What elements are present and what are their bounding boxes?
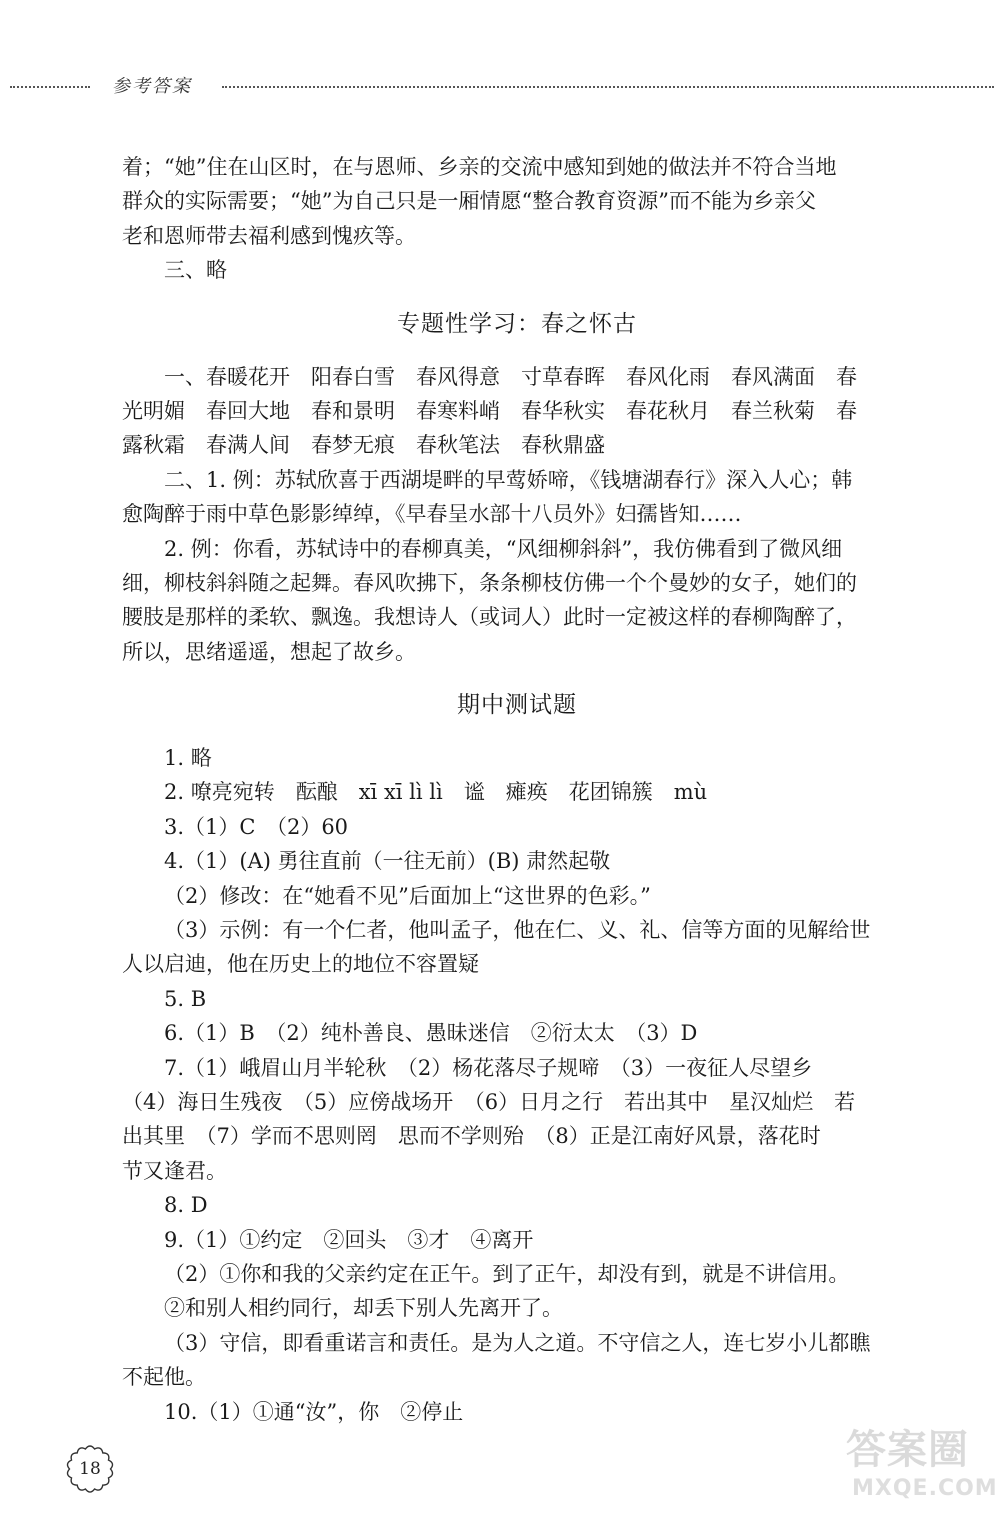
text-line: 露秋霜 春满人间 春梦无痕 春秋笔法 春秋鼎盛 [122, 433, 605, 458]
text-line: 不起他。 [122, 1365, 206, 1390]
text-line: 5. B [164, 986, 207, 1011]
text-line: （3）示例：有一个仁者，他叫孟子，他在仁、义、礼、信等方面的见解给世 [164, 918, 871, 943]
text-line: 三、略 [164, 258, 227, 283]
text-line: 光明媚 春回大地 春和景明 春寒料峭 春华秋实 春花秋月 春兰秋菊 春 [122, 398, 857, 423]
watermark-logo: 答案圈 [846, 1427, 969, 1473]
text-line: 人以启迪，他在历史上的地位不容置疑 [122, 952, 479, 977]
text-line: 1. 略 [164, 746, 212, 771]
text-line: 群众的实际需要；“她”为自己只是一厢情愿“整合教育资源”而不能为乡亲父 [122, 189, 816, 214]
text-line: 7.（1）峨眉山月半轮秋 （2）杨花落尽子规啼 （3）一夜征人尽望乡 [164, 1055, 813, 1080]
text-line: 着；“她”住在山区时，在与恩师、乡亲的交流中感知到她的做法并不符合当地 [122, 155, 837, 179]
text-line: 二、1. 例：苏轼欣喜于西湖堤畔的早莺娇啼，《钱塘湖春行》深入人心；韩 [164, 467, 853, 492]
text-line: 愈陶醉于雨中草色影影绰绰，《早春呈水部十八员外》妇孺皆知…… [122, 502, 742, 527]
text-line: 节又逢君。 [122, 1158, 227, 1183]
text-line: 一、春暖花开 阳春白雪 春风得意 寸草春晖 春风化雨 春风满面 春 [164, 364, 857, 389]
watermark [846, 1418, 996, 1514]
page-number-badge [64, 1443, 116, 1495]
section-heading: 期中测试题 [457, 692, 577, 719]
text-line: 2. 嘹亮宛转 酝酿 xī xī lì lì 谧 瘫痪 花团锦簇 mù [164, 780, 708, 805]
page-number: 18 [79, 1459, 101, 1479]
text-line: 8. D [164, 1193, 208, 1218]
text-line: 3.（1）C （2）60 [164, 814, 349, 839]
text-line: （3）守信，即看重诺言和责任。是为人之道。不守信之人，连七岁小儿都瞧 [164, 1330, 871, 1355]
page-header [0, 72, 1000, 102]
header-title: 参考答案 [112, 76, 192, 97]
text-line: 4.（1）(A) 勇往直前（一往无前）(B) 肃然起敬 [164, 849, 611, 874]
text-line: （2）①你和我的父亲约定在正午。到了正午，却没有到，就是不讲信用。 [164, 1261, 850, 1286]
text-line: ②和别人相约同行，却丢下别人先离开了。 [164, 1296, 563, 1321]
header-dotted-rule-left [10, 86, 90, 88]
text-line: 细，柳枝斜斜随之起舞。春风吹拂下，条条柳枝仿佛一个个曼妙的女子，她们的 [122, 570, 857, 595]
text-line: （4）海日生残夜 （5）应傍战场开 （6）日月之行 若出其中 星汉灿烂 若 [122, 1089, 856, 1114]
text-line: 10.（1）①通“汝”，你 ②停止 [164, 1399, 464, 1424]
text-line: （2）修改：在“她看不见”后面加上“这世界的色彩。” [164, 883, 651, 908]
watermark-site: MXQE.COM [852, 1476, 998, 1501]
text-line: 6.（1）B （2）纯朴善良、愚昧迷信 ②衍太太 （3）D [164, 1021, 698, 1046]
text-line: 腰肢是那样的柔软、飘逸。我想诗人（或词人）此时一定被这样的春柳陶醉了， [122, 605, 857, 630]
text-line: 出其里 （7）学而不思则罔 思而不学则殆 （8）正是江南好风景，落花时 [122, 1124, 821, 1149]
text-line: 老和恩师带去福利感到愧疚等。 [122, 223, 416, 248]
header-dotted-rule-right [222, 86, 994, 88]
section-heading: 专题性学习：春之怀古 [397, 310, 637, 337]
text-line: 所以，思绪遥遥，想起了故乡。 [122, 639, 416, 664]
answer-content [122, 150, 912, 1429]
text-line: 2. 例：你看，苏轼诗中的春柳真美，“风细柳斜斜”，我仿佛看到了微风细 [164, 536, 843, 561]
text-line: 9.（1）①约定 ②回头 ③才 ④离开 [164, 1227, 534, 1252]
